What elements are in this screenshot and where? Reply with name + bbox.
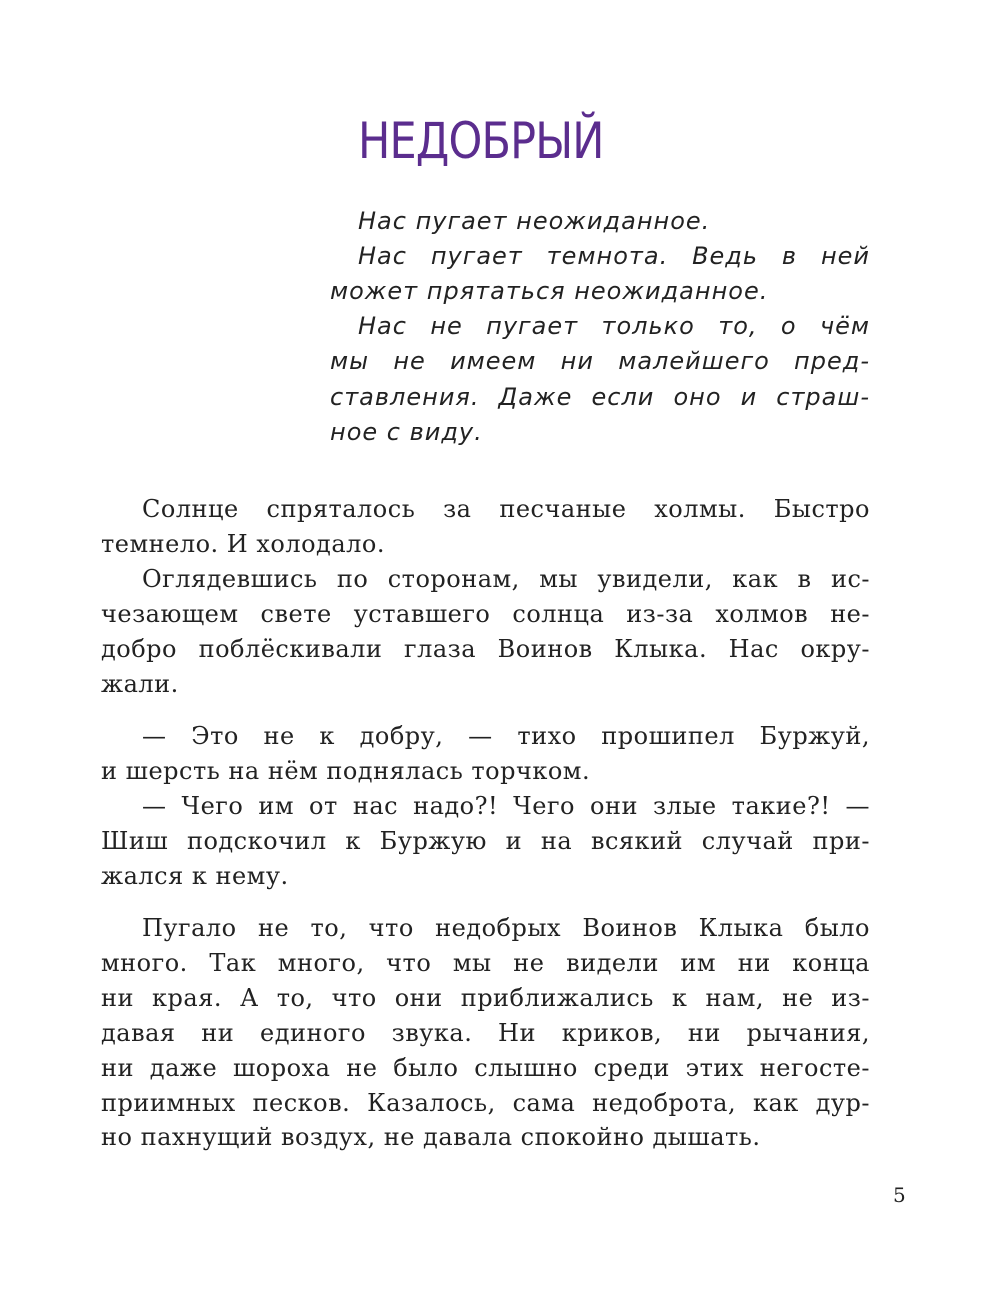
body-line: Пугало не то, что недобрых Воинов Клыка было	[142, 914, 870, 942]
epigraph-line: Нас пугает темнота. Ведь в ней	[358, 242, 870, 270]
body-line: — Это не к добру, — тихо прошипел Буржуй,	[142, 722, 870, 750]
body-line: чезающем свете уставшего солнца из-за холмов не-	[101, 600, 870, 628]
body-line: Солнце спряталось за песчаные холмы. Быстро	[142, 495, 870, 523]
epigraph-line: мы не имеем ни малейшего пред-	[330, 347, 870, 375]
body-line: добро поблёскивали глаза Воинов Клыка. Нас окру-	[101, 635, 870, 663]
page-number: 5	[893, 1183, 906, 1207]
body-line: ни края. А то, что они приближались к нам, не из-	[101, 984, 870, 1012]
body-line: но пахнущий воздух, не давала спокойно дышать.	[101, 1123, 761, 1151]
epigraph-line: может прятаться неожиданное.	[330, 277, 769, 305]
body-line: жали.	[101, 670, 179, 698]
body-line: — Чего им от нас надо?! Чего они злые такие?! —	[142, 792, 870, 820]
body-line: приимных песков. Казалось, сама недоброта, как дур-	[101, 1089, 870, 1117]
body-line: Оглядевшись по сторонам, мы увидели, как в ис-	[142, 565, 870, 593]
body-line: давая ни единого звука. Ни криков, ни рычания,	[101, 1019, 870, 1047]
body-line: Шиш подскочил к Буржую и на всякий случай при-	[101, 827, 870, 855]
epigraph-line: ное с виду.	[330, 418, 483, 446]
body-line: жался к нему.	[101, 862, 289, 890]
body-line: ни даже шороха не было слышно среди этих негосте-	[101, 1054, 870, 1082]
body-line: и шерсть на нём поднялась торчком.	[101, 757, 591, 785]
body-line: темнело. И холодало.	[101, 530, 385, 558]
epigraph-line: Нас пугает неожиданное.	[358, 207, 711, 235]
body-line: много. Так много, что мы не видели им ни конца	[101, 949, 870, 977]
epigraph-line: Нас не пугает только то, о чём	[358, 312, 870, 340]
chapter-title: НЕДОБРЫЙ	[358, 112, 604, 170]
epigraph-line: ставления. Даже если оно и страш-	[330, 383, 870, 411]
